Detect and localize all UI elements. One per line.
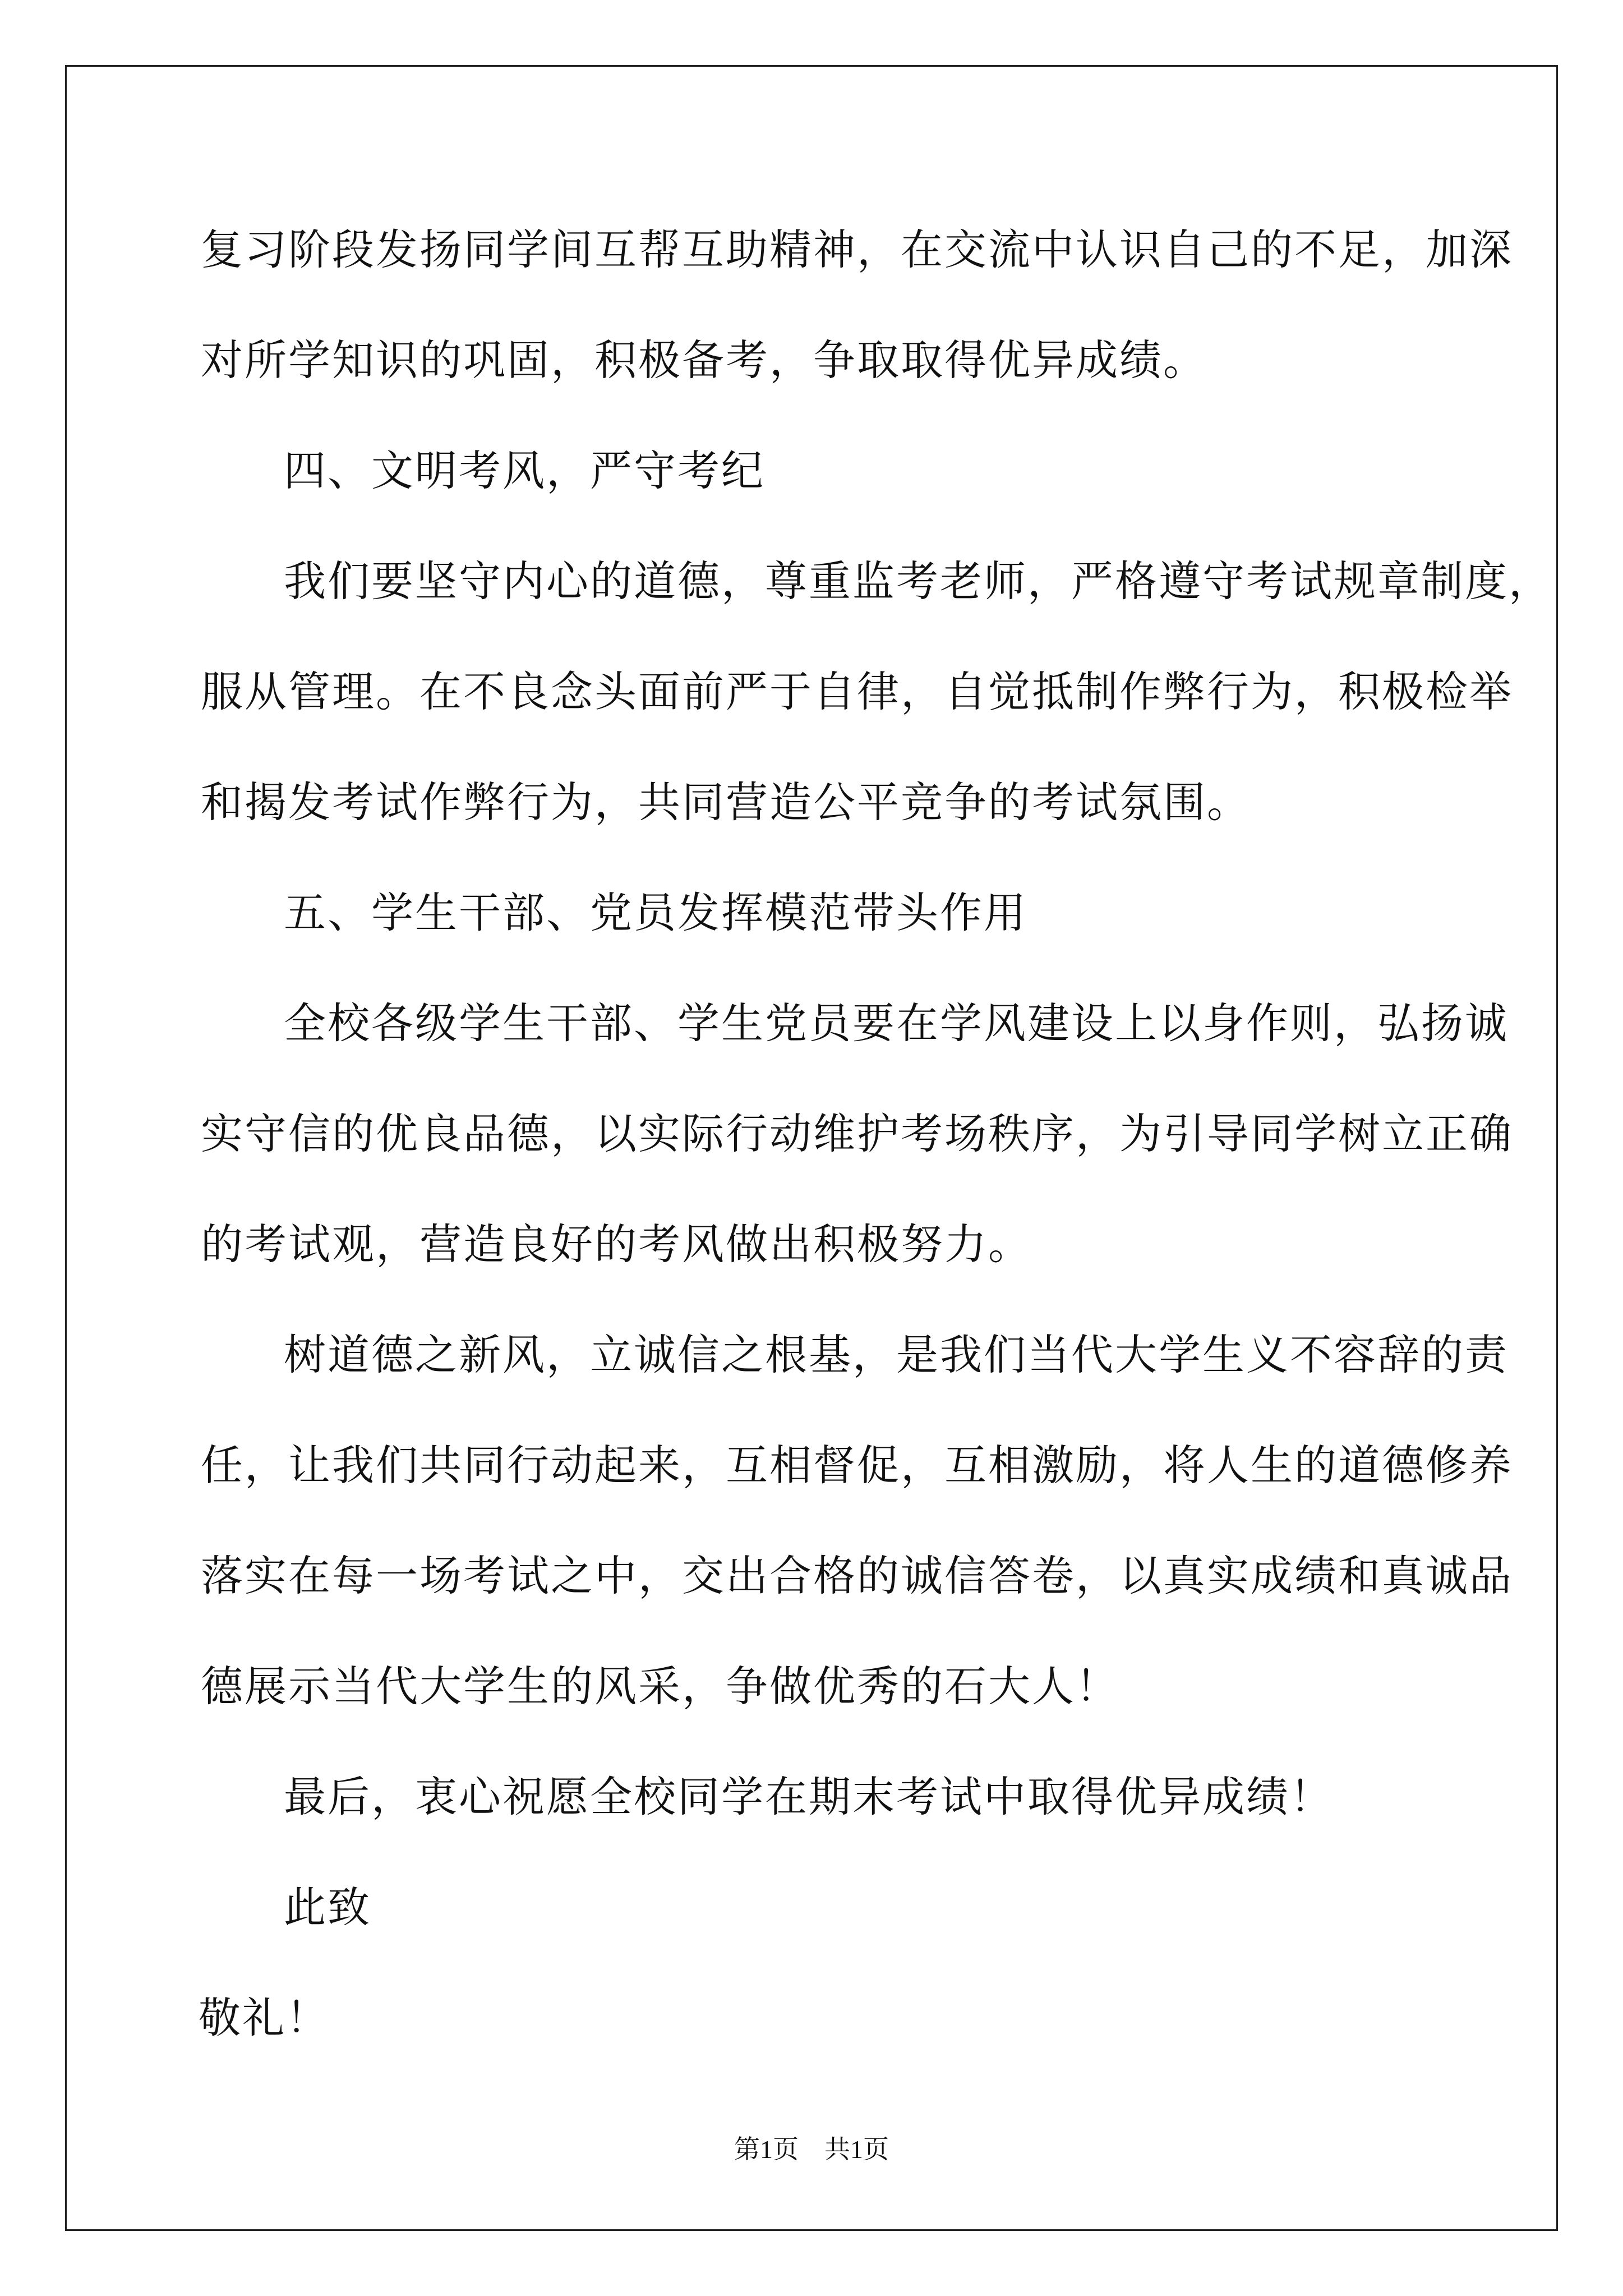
paragraph-line: 我们要坚守内心的道德，尊重监考老师，严格遵守考试规章制度， <box>284 556 1553 606</box>
paragraph-line: 树道德之新风，立诚信之根基，是我们当代大学生义不容辞的责 <box>284 1330 1509 1379</box>
paragraph-line: 服从管理。在不良念头面前严于自律，自觉抵制作弊行为，积极检举 <box>201 667 1514 716</box>
page-footer <box>0 2129 1623 2166</box>
paragraph-line: 和揭发考试作弊行为，共同营造公平竞争的考试氛围。 <box>201 777 1251 827</box>
salutation-regards: 敬礼！ <box>199 1993 330 2042</box>
closing-wish: 最后，衷心祝愿全校同学在期末考试中取得优异成绩！ <box>284 1772 1334 1821</box>
paragraph-line: 任，让我们共同行动起来，互相督促，互相激励，将人生的道德修养 <box>201 1441 1514 1490</box>
document-body <box>199 213 1553 2092</box>
paragraph-line: 复习阶段发扬同学间互帮互助精神，在交流中认识自己的不足，加深 <box>201 225 1514 274</box>
paragraph-line: 全校各级学生干部、学生党员要在学风建设上以身作则，弘扬诚 <box>284 999 1509 1048</box>
section-heading: 四、文明考风，严守考纪 <box>284 446 766 495</box>
section-heading: 五、学生干部、党员发挥模范带头作用 <box>284 888 1028 937</box>
paragraph-line: 的考试观，营造良好的考风做出积极努力。 <box>201 1220 1032 1269</box>
paragraph-line: 实守信的优良品德，以实际行动维护考场秩序，为引导同学树立正确 <box>201 1109 1514 1158</box>
paragraph-line: 对所学知识的巩固，积极备考，争取取得优异成绩。 <box>201 335 1207 385</box>
page-number: 第1页 共1页 <box>734 2135 889 2164</box>
salutation-close: 此致 <box>284 1883 372 1932</box>
paragraph-line: 德展示当代大学生的风采，争做优秀的石大人！ <box>201 1662 1120 1711</box>
paragraph-line: 落实在每一场考试之中，交出合格的诚信答卷，以真实成绩和真诚品 <box>201 1551 1514 1600</box>
